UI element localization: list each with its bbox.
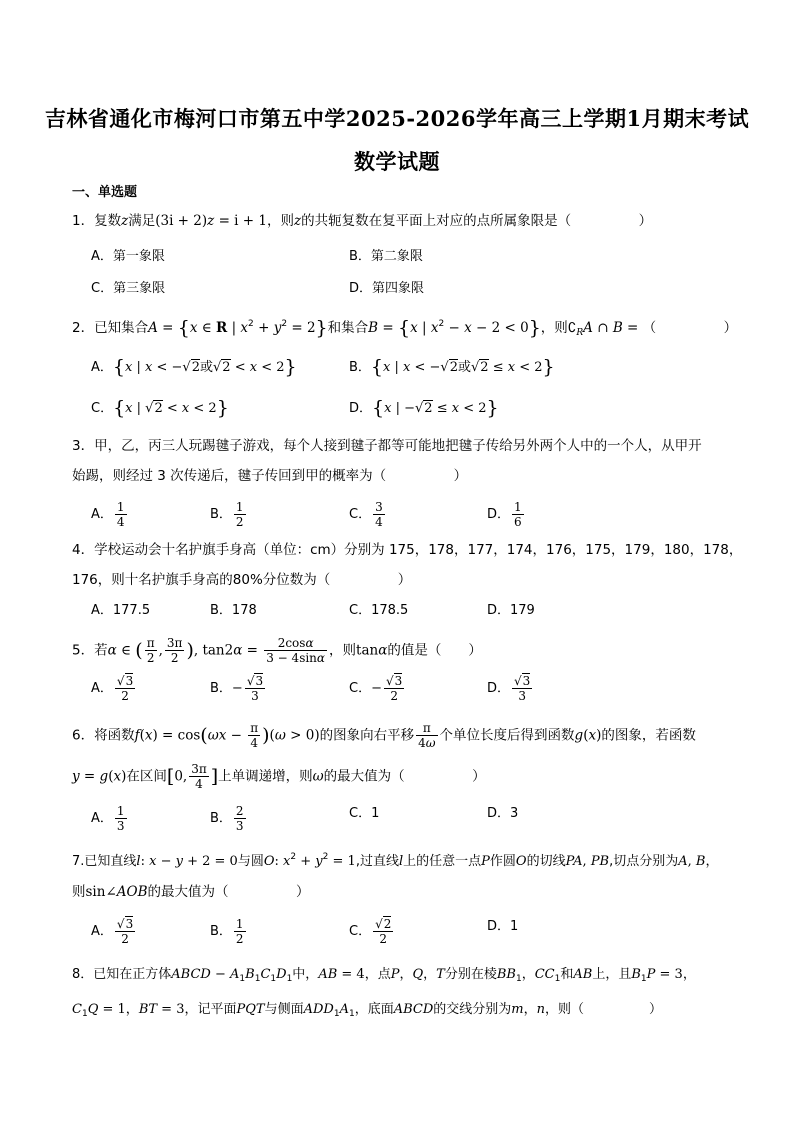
q1-option-c[interactable]: C．第三象限 [91, 281, 166, 296]
q4-option-d[interactable]: D．179 [487, 603, 535, 618]
question-6-line-2: y = g(x)在区间[0, $\frac{3\pi}{4}$ ]上单调递增，则ω的最大值为（ ） [72, 762, 486, 791]
q7-option-d[interactable]: D．1 [487, 919, 519, 934]
q5-option-c[interactable]: C．− $\frac{√3}{2}$ [349, 674, 403, 703]
q1-option-a[interactable]: A．第一象限 [91, 249, 165, 264]
exam-subtitle: 数学试题 [354, 149, 440, 174]
question-1: 1．复数z满足(3i + 2)z = i + 1，则z的共轭复数在复平面上对应的点所属象限是（ ） [72, 213, 653, 229]
q2-option-a[interactable]: A．{x | x < −√2或√2 < x < 2} [91, 356, 297, 378]
q4-option-b[interactable]: B．178 [210, 603, 257, 618]
question-5: 5．若α ∈ ( $\frac{\pi}{2}$ , $\frac{3\pi}{2}$ ), tan2α = $\frac{2\cos\alpha}{3 - 4\sin\alpha}$ ，则tanα的值是（ ） [72, 636, 482, 665]
section-heading: 一、单选题 [72, 185, 138, 200]
q4-option-c[interactable]: C．178.5 [349, 603, 409, 618]
question-3-line-1: 3．甲，乙，丙三人玩踢毽子游戏，每个人接到毽子都等可能地把毽子传给另外两个人中的一个人，从甲开 [72, 438, 702, 454]
exam-title: 吉林省通化市梅河口市第五中学2025-2026学年高三上学期1月期末考试 [44, 106, 750, 131]
q1-option-d[interactable]: D．第四象限 [349, 281, 425, 296]
q7-option-c[interactable]: C． $\frac{√2}{2}$ [349, 917, 392, 946]
q2-option-c[interactable]: C．{x | √2 < x < 2} [91, 397, 229, 419]
q2-option-d[interactable]: D．{x | −√2 ≤ x < 2} [349, 397, 499, 419]
q3-option-a[interactable]: A． $\frac{1}{4}$ [91, 500, 125, 529]
question-6-line-1: 6．将函数f(x) = cos(ωx − $\frac{\pi}{4}$ )(ω > 0)的图象向右平移 $\frac{\pi}{4\omega}$ 个单位长度后得到函数g(x)的图象，若函数 [72, 721, 696, 750]
q3-option-d[interactable]: D． $\frac{1}{6}$ [487, 500, 522, 529]
q7-option-a[interactable]: A． $\frac{√3}{2}$ [91, 917, 134, 946]
q6-option-c[interactable]: C．1 [349, 806, 380, 821]
q4-option-a[interactable]: A．177.5 [91, 603, 151, 618]
q2-option-b[interactable]: B．{x | x < −√2或√2 ≤ x < 2} [349, 356, 555, 378]
q5-option-a[interactable]: A． $\frac{√3}{2}$ [91, 674, 134, 703]
q6-option-b[interactable]: B． $\frac{2}{3}$ [210, 804, 244, 833]
question-7-line-2: 则sin∠AOB的最大值为（ ） [72, 884, 310, 900]
q6-option-d[interactable]: D．3 [487, 806, 519, 821]
question-4-line-1: 4．学校运动会十名护旗手身高（单位：cm）分别为 175，178，177，174，176，175，179，180，178， [72, 542, 743, 558]
q3-option-c[interactable]: C． $\frac{3}{4}$ [349, 500, 383, 529]
q3-option-b[interactable]: B． $\frac{1}{2}$ [210, 500, 244, 529]
q7-option-b[interactable]: B． $\frac{1}{2}$ [210, 917, 244, 946]
q5-option-d[interactable]: D． $\frac{√3}{3}$ [487, 674, 531, 703]
q5-option-b[interactable]: B．− $\frac{√3}{3}$ [210, 674, 264, 703]
question-3-line-2: 始踢，则经过 3 次传递后，毽子传回到甲的概率为（ ） [72, 468, 468, 484]
question-4-line-2: 176，则十名护旗手身高的80%分位数为（ ） [72, 572, 412, 588]
question-8-line-2: $C_1Q = 1$，BT = 3，记平面PQT与侧面$ADD_1A_1$，底面ABCD的交线分别为m，n，则（ ） [72, 1002, 663, 1019]
q1-option-b[interactable]: B．第二象限 [349, 249, 423, 264]
question-8-line-1: 8．已知在正方体ABCD − $A_1B_1C_1D_1$中，AB = 4，点P，Q，T分别在棱$BB_1$，$CC_1$和AB上，且$B_1P = 3$， [72, 967, 696, 984]
question-7-line-1: 7.已知直线l: x − y + 2 = 0与圆O: $x^2 + y^2 = 1$,过直线l上的任意一点P作圆O的切线PA, PB,切点分别为A, B， [72, 852, 719, 869]
question-2: 2．已知集合A = {x ∈ R | $x^2 + y^2 = 2$}和集合B = {x | $x^2 - x - 2 < 0$}，则$∁_RA$ ∩ B = （ ） [72, 317, 738, 339]
q6-option-a[interactable]: A． $\frac{1}{3}$ [91, 804, 125, 833]
